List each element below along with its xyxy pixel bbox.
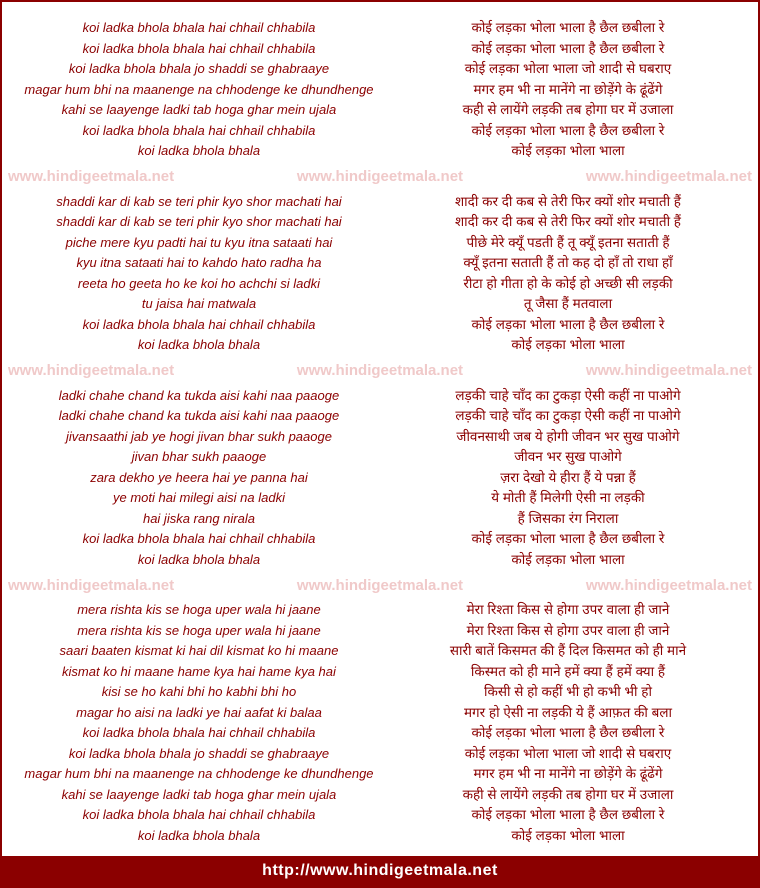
watermark-text: www.hindigeetmala.net [296,168,464,185]
lyrics-roman: kisi se ho kahi bhi ho kabhi bhi ho [101,684,297,699]
lyrics-devanagari: हैं जिसका रंग निराला [517,510,619,526]
lyrics-row [2,121,758,142]
lyrics-devanagari: कोई लड़का भोला भाला है छैल छबीला रे [471,316,665,332]
watermark-band [2,358,758,384]
lyrics-devanagari: ज़रा देखो ये हीरा हैं ये पन्ना हैं [500,469,636,485]
footer-url-bar [2,856,758,886]
lyrics-devanagari: शादी कर दी कब से तेरी फिर क्यों शोर मचाती हैं [454,214,681,229]
lyrics-devanagari: तू जैसा हैं मतवाला [523,296,613,311]
lyrics-row [2,509,758,530]
lyrics-row [2,80,758,101]
lyrics-block [2,384,758,573]
lyrics-roman: koi ladka bhola bhala hai chhail chhabila [82,807,316,822]
lyrics-roman: mera rishta kis se hoga uper wala hi jaane [77,602,321,617]
lyrics-devanagari: कोई लड़का भोला भाला [511,337,625,352]
lyrics-devanagari: मगर हम भी ना मानेंगे ना छोड़ेंगे के ढूंढेंगे [473,81,663,97]
lyrics-roman: kahi se laayenge ladki tab hoga ghar mein ujala [61,102,337,117]
lyrics-devanagari: कही से लायेंगे लड़की तब होगा घर में उजाला [462,102,674,117]
lyrics-roman: shaddi kar di kab se teri phir kyo shor machati hai [56,214,342,229]
lyrics-row [2,192,758,213]
lyrics-roman: mera rishta kis se hoga uper wala hi jaane [77,622,321,638]
lyrics-row [2,826,758,847]
lyrics-block [2,190,758,358]
lyrics-row [2,427,758,448]
lyrics-row [2,274,758,295]
lyrics-row [2,59,758,80]
lyrics-roman: koi ladka bhola bhala hai chhail chhabila [82,316,316,332]
lyrics-roman: jivansaathi jab ye hogi jivan bhar sukh paaoge [66,428,332,444]
lyrics-devanagari: जीवनसाथी जब ये होगी जीवन भर सुख पाओगे [456,428,680,444]
lyrics-row [2,141,758,162]
lyrics-devanagari: कोई लड़का भोला भाला [511,143,625,158]
lyrics-row [2,468,758,489]
lyrics-roman: koi ladka bhola bhala [137,827,261,843]
lyrics-roman: koi ladka bhola bhala hai chhail chhabila [82,725,316,740]
lyrics-devanagari: कोई लड़का भोला भाला [511,827,625,843]
lyrics-roman: shaddi kar di kab se teri phir kyo shor machati hai [56,193,342,209]
lyrics-roman: jivan bhar sukh paaoge [131,449,267,464]
lyrics-row [2,682,758,703]
lyrics-roman: koi ladka bhola bhala jo shaddi se ghabraaye [68,745,330,761]
lyrics-row [2,335,758,356]
lyrics-devanagari: मेरा रिश्ता किस से होगा उपर वाला ही जाने [466,602,670,617]
lyrics-roman: koi ladka bhola bhala [137,143,261,158]
lyrics-row [2,723,758,744]
lyrics-roman: kyu itna sataati hai to kahdo hato radha ha [76,255,322,270]
watermark-text: www.hindigeetmala.net [296,576,464,594]
lyrics-roman: ladki chahe chand ka tukda aisi kahi naa paaoge [58,408,340,423]
lyrics-row [2,233,758,254]
lyrics-row [2,621,758,642]
watermark-text: www.hindigeetmala.net [8,576,175,594]
watermark-text: www.hindigeetmala.net [585,362,752,379]
lyrics-roman: saari baaten kismat ki hai dil kismat ko hi maane [59,643,339,658]
lyrics-row [2,39,758,60]
watermark-band [2,572,758,598]
lyrics-devanagari: जीवन भर सुख पाओगे [514,449,622,464]
watermark-text: www.hindigeetmala.net [296,362,464,379]
lyrics-roman: reeta ho geeta ho ke koi ho achchi si ladki [77,275,321,291]
lyrics-row [2,641,758,662]
lyrics-row [2,447,758,468]
lyrics-roman: koi ladka bhola bhala [137,337,261,352]
lyrics-devanagari: शादी कर दी कब से तेरी फिर क्यों शोर मचाती हैं [454,193,681,209]
lyrics-devanagari: पीछे मेरे क्यूँ पडती हैं तू क्यूँ इतना सताती हैं [466,234,670,250]
watermark-text: www.hindigeetmala.net [8,168,175,185]
lyrics-devanagari: कोई लड़का भोला भाला है छैल छबीला रे [471,122,665,138]
lyrics-row [2,744,758,765]
lyrics-devanagari: कोई लड़का भोला भाला है छैल छबीला रे [471,40,665,56]
lyrics-roman: ladki chahe chand ka tukda aisi kahi naa paaoge [58,387,340,403]
lyrics-row [2,294,758,315]
lyrics-roman: magar ho aisi na ladki ye hai aafat ki balaa [76,704,322,720]
lyrics-devanagari: कोई लड़का भोला भाला जो शादी से घबराए [464,745,672,761]
lyrics-roman: kismat ko hi maane hame kya hai hame kya hai [62,663,336,679]
lyrics-devanagari: कोई लड़का भोला भाला जो शादी से घबराए [464,61,672,76]
lyrics-row [2,600,758,621]
lyrics-roman: koi ladka bhola bhala jo shaddi se ghabraaye [68,61,330,76]
lyrics-devanagari: रीटा हो गीता हो के कोई हो अच्छी सी लड़की [463,275,673,291]
lyrics-row [2,550,758,571]
lyrics-devanagari: कोई लड़का भोला भाला है छैल छबीला रे [471,531,665,546]
lyrics-row [2,406,758,427]
lyrics-area [2,2,758,848]
lyrics-row [2,18,758,39]
lyrics-devanagari: मगर हम भी ना मानेंगे ना छोड़ेंगे के ढूंढेंगे [473,766,663,781]
lyrics-roman: ye moti hai milegi aisi na ladki [113,490,285,505]
lyrics-devanagari: मगर हो ऐसी ना लड़की ये हैं आफ़त की बला [463,704,673,720]
lyrics-devanagari: लड़की चाहे चाँद का टुकड़ा ऐसी कहीं ना पाओगे [455,387,681,403]
lyrics-roman: koi ladka bhola bhala hai chhail chhabila [82,40,316,56]
lyrics-devanagari: मेरा रिश्ता किस से होगा उपर वाला ही जाने [466,622,670,638]
lyrics-devanagari: कोई लड़का भोला भाला है छैल छबीला रे [471,20,665,35]
lyrics-devanagari: कोई लड़का भोला भाला है छैल छबीला रे [471,725,665,740]
lyrics-devanagari: ये मोती हैं मिलेगी ऐसी ना लड़की [491,490,645,505]
lyrics-devanagari: कही से लायेंगे लड़की तब होगा घर में उजाला [462,786,674,802]
lyrics-roman: kahi se laayenge ladki tab hoga ghar mein ujala [61,786,337,802]
lyrics-devanagari: क्यूँ इतना सताती हैं तो कह दो हाँ तो राधा हाँ [463,255,673,270]
lyrics-row [2,662,758,683]
lyrics-devanagari: सारी बातें किसमत की हैं दिल किसमत को ही माने [449,643,687,658]
lyrics-roman: koi ladka bhola bhala hai chhail chhabila [82,122,316,138]
watermark-band [2,164,758,190]
lyrics-row [2,805,758,826]
lyrics-devanagari: कोई लड़का भोला भाला है छैल छबीला रे [471,807,665,822]
lyrics-roman: tu jaisa hai matwala [141,296,257,311]
lyrics-roman: magar hum bhi na maanenge na chhodenge ke dhundhenge [24,766,374,781]
lyrics-row [2,100,758,121]
lyrics-roman: koi ladka bhola bhala hai chhail chhabila [82,531,316,546]
lyrics-row [2,488,758,509]
lyrics-roman: koi ladka bhola bhala [137,551,261,567]
lyrics-devanagari: किसी से हो कहीं भी हो कभी भी हो [483,684,652,699]
footer-url-text: http://www.hindigeetmala.net [262,862,498,879]
lyrics-row [2,785,758,806]
lyrics-roman: zara dekho ye heera hai ye panna hai [90,469,308,485]
lyrics-block [2,16,758,164]
lyrics-row [2,703,758,724]
lyrics-roman: magar hum bhi na maanenge na chhodenge ke dhundhenge [24,81,374,97]
lyrics-devanagari: किस्मत को ही माने हमें क्या हैं हमें क्या हैं [470,663,666,679]
lyrics-roman: piche mere kyu padti hai tu kyu itna sataati hai [65,234,333,250]
lyrics-roman: hai jiska rang nirala [142,510,255,526]
lyrics-devanagari: लड़की चाहे चाँद का टुकड़ा ऐसी कहीं ना पाओगे [455,408,681,423]
lyrics-row [2,386,758,407]
lyrics-row [2,764,758,785]
watermark-text: www.hindigeetmala.net [585,576,752,594]
lyrics-devanagari: कोई लड़का भोला भाला [511,551,625,567]
lyrics-row [2,529,758,550]
lyrics-roman: koi ladka bhola bhala hai chhail chhabila [82,20,316,35]
lyrics-row [2,212,758,233]
watermark-text: www.hindigeetmala.net [585,168,752,185]
lyrics-row [2,315,758,336]
lyrics-row [2,253,758,274]
lyrics-block [2,598,758,848]
watermark-text: www.hindigeetmala.net [8,362,175,379]
